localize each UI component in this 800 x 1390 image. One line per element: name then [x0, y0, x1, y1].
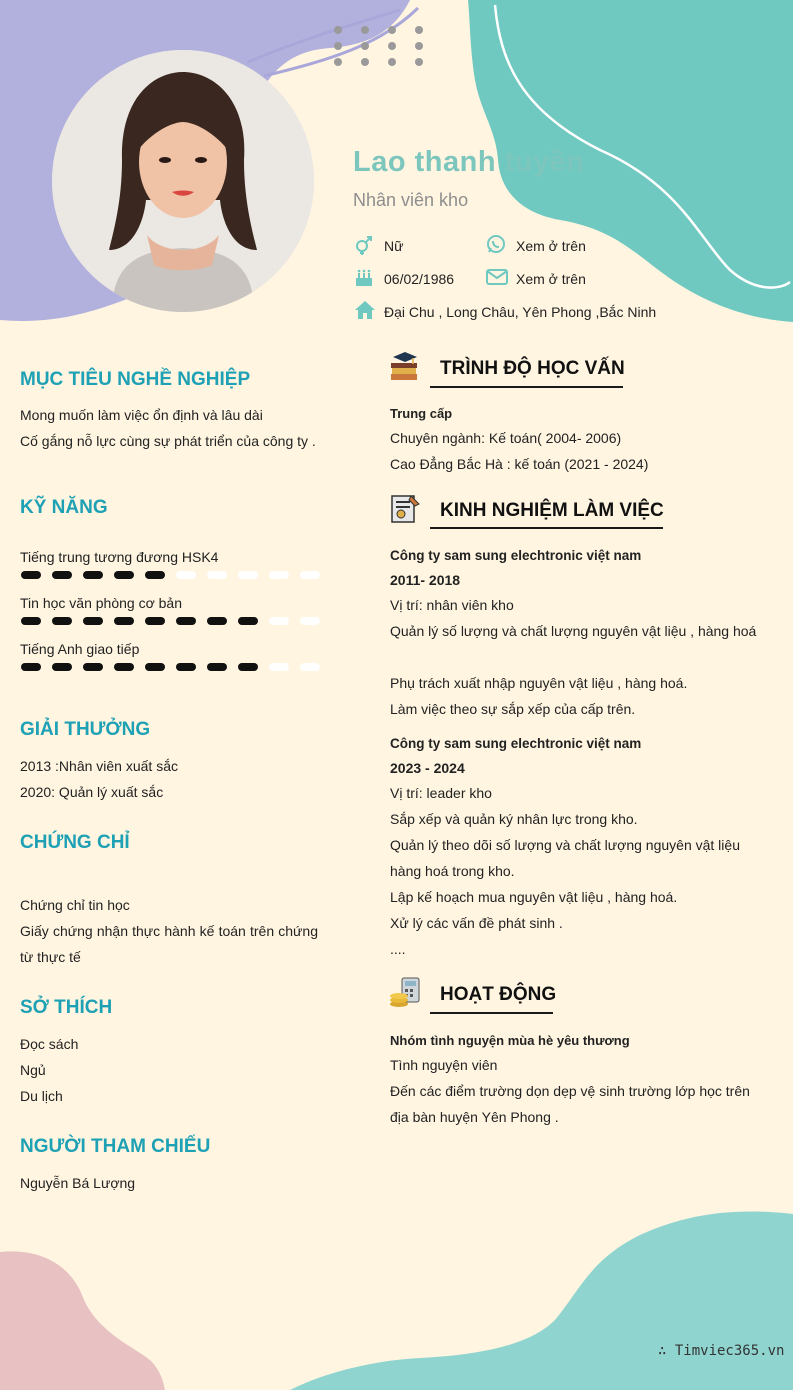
education-item: Chuyên ngành: Kế toán( 2004- 2006) — [390, 430, 622, 446]
company-name: Công ty sam sung elechtronic việt nam — [390, 548, 642, 563]
job-title: Nhân viên kho — [353, 190, 469, 210]
rating-dash-filled — [145, 663, 165, 671]
email-icon — [486, 268, 508, 286]
activities-icon — [389, 976, 421, 1008]
rating-dash-filled — [114, 571, 134, 579]
rating-dash-filled — [207, 663, 227, 671]
whatsapp-icon — [486, 234, 506, 254]
hobby-item: Đọc sách — [20, 1036, 79, 1052]
activity-role: Tình nguyện viên — [390, 1057, 498, 1073]
person-portrait-icon — [52, 50, 314, 312]
rating-dash-filled — [207, 617, 227, 625]
rating-dash-filled — [21, 571, 41, 579]
rating-dash-filled — [114, 617, 134, 625]
reference-item: Nguyễn Bá Lượng — [20, 1175, 136, 1191]
birthday-cake-icon — [354, 268, 374, 288]
job-duty: Phụ trách xuất nhập nguyên vật liệu , hàng hoá. — [390, 675, 688, 691]
job-duty: .... — [390, 941, 406, 957]
rating-dash-filled — [238, 663, 258, 671]
skill-name: Tiếng Anh giao tiếp — [20, 641, 140, 657]
job-role: Vị trí: nhân viên kho — [390, 597, 514, 613]
rating-dash-filled — [176, 617, 196, 625]
activities-heading: HOẠT ĐỘNG — [440, 984, 557, 1005]
birthdate-value: 06/02/1986 — [384, 271, 455, 287]
certificate-item: Chứng chỉ tin học — [20, 897, 130, 913]
site-watermark: ∴ Timviec365.vn — [658, 1343, 785, 1359]
rating-dash-filled — [145, 571, 165, 579]
hobby-item: Du lịch — [20, 1088, 63, 1104]
hobby-item: Ngủ — [20, 1062, 46, 1078]
job-period: 2023 - 2024 — [390, 760, 465, 776]
career-objective-heading: MỤC TIÊU NGHỀ NGHIỆP — [20, 369, 251, 390]
education-heading: TRÌNH ĐỘ HỌC VẤN — [440, 358, 625, 379]
rating-dash-filled — [238, 617, 258, 625]
education-heading-underline — [430, 386, 623, 388]
awards-heading: GIẢI THƯỞNG — [20, 719, 151, 740]
rating-dash-empty — [207, 571, 227, 579]
rating-dash-filled — [145, 617, 165, 625]
rating-dash-filled — [83, 663, 103, 671]
address-value: Đại Chu , Long Châu, Yên Phong ,Bắc Ninh — [384, 304, 657, 320]
rating-dash-empty — [269, 571, 289, 579]
rating-dash-empty — [269, 663, 289, 671]
job-duty: Xử lý các vấn đề phát sinh . — [390, 915, 563, 931]
activity-description: Đến các điểm trường dọn dẹp vệ sinh trường lớp học trên địa bàn huyện Yên Phong . — [390, 1083, 750, 1125]
rating-dash-filled — [114, 663, 134, 671]
activity-organization: Nhóm tình nguyện mùa hè yêu thương — [390, 1033, 630, 1048]
rating-dash-empty — [300, 663, 320, 671]
gender-icon — [354, 235, 374, 255]
job-period: 2011- 2018 — [390, 572, 461, 588]
job-duty: Quản lý số lượng và chất lượng nguyên vật liệu , hàng hoá — [390, 623, 757, 639]
rating-dash-filled — [83, 571, 103, 579]
certificates-heading: CHỨNG CHỈ — [20, 832, 130, 853]
hobbies-heading: SỞ THÍCH — [20, 997, 113, 1018]
rating-dash-empty — [300, 617, 320, 625]
skills-heading: KỸ NĂNG — [20, 497, 108, 518]
rating-dash-filled — [52, 571, 72, 579]
profile-photo — [52, 50, 314, 312]
rating-dash-empty — [176, 571, 196, 579]
skill-rating-bar — [20, 569, 320, 581]
experience-heading: KINH NGHIỆM LÀM VIỆC — [440, 500, 664, 521]
rating-dash-empty — [238, 571, 258, 579]
job-duty: Quản lý theo dõi số lượng và chất lượng nguyên vật liệu hàng hoá trong kho. — [390, 837, 740, 879]
rating-dash-filled — [176, 663, 196, 671]
award-item: 2013 :Nhân viên xuất sắc — [20, 758, 178, 774]
email-value: Xem ở trên — [516, 271, 586, 287]
work-experience-icon — [389, 492, 421, 524]
skill-name: Tiếng trung tương đương HSK4 — [20, 549, 219, 565]
gender-value: Nữ — [384, 238, 404, 254]
references-heading: NGƯỜI THAM CHIẾU — [20, 1136, 211, 1157]
home-icon — [354, 300, 376, 320]
company-name: Công ty sam sung elechtronic việt nam — [390, 736, 642, 751]
experience-heading-underline — [430, 527, 663, 529]
candidate-name: Lao thanh tuyền — [353, 146, 585, 178]
rating-dash-empty — [300, 571, 320, 579]
job-duty: Sắp xếp và quản ký nhân lực trong kho. — [390, 811, 638, 827]
rating-dash-empty — [269, 617, 289, 625]
rating-dash-filled — [83, 617, 103, 625]
skill-name: Tin học văn phòng cơ bản — [20, 595, 182, 611]
activities-heading-underline — [430, 1012, 553, 1014]
education-item: Cao Đẳng Bắc Hà : kế toán (2021 - 2024) — [390, 456, 649, 472]
job-role: Vị trí: leader kho — [390, 785, 492, 801]
graduation-books-icon — [389, 350, 421, 382]
skill-rating-bar — [20, 661, 320, 673]
rating-dash-filled — [52, 617, 72, 625]
job-duty: Làm việc theo sự sắp xếp của cấp trên. — [390, 701, 636, 717]
rating-dash-filled — [21, 663, 41, 671]
education-level: Trung cấp — [390, 406, 453, 421]
skill-rating-bar — [20, 615, 320, 627]
certificate-item: Giấy chứng nhận thực hành kế toán trên chứng từ thực tế — [20, 923, 318, 965]
phone-value: Xem ở trên — [516, 238, 586, 254]
job-duty: Lập kế hoạch mua nguyên vật liệu , hàng hoá. — [390, 889, 678, 905]
career-objective-text: Mong muốn làm việc ổn định và lâu dài Cố gắng nỗ lực cùng sự phát triển của công ty . — [20, 407, 316, 449]
rating-dash-filled — [52, 663, 72, 671]
rating-dash-filled — [21, 617, 41, 625]
award-item: 2020: Quản lý xuất sắc — [20, 784, 164, 800]
